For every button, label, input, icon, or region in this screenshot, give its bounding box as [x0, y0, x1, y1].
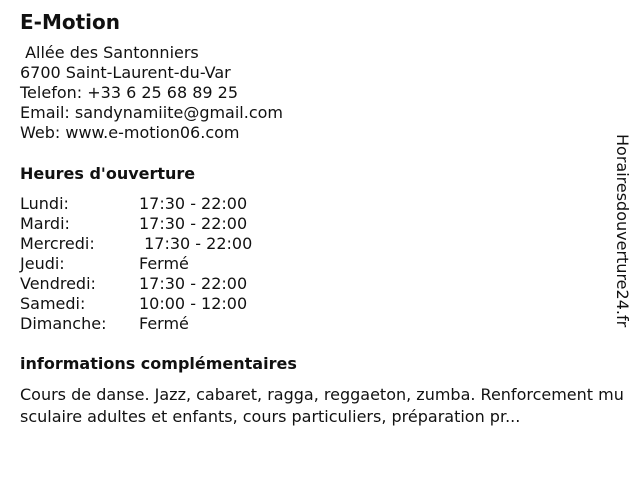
hours-row-friday [20, 274, 252, 294]
hours-row-wednesday [20, 234, 252, 254]
opening-hours-heading: Heures d'ouverture [20, 164, 196, 183]
opening-hours-table [20, 194, 252, 334]
additional-info-text: Cours de danse. Jazz, cabaret, ragga, reggaeton, zumba. Renforcement musculaire adultes et enfants, cours particuliers, préparation pr... [20, 385, 624, 426]
hours-row-thursday [20, 254, 252, 274]
hours-row-saturday [20, 294, 252, 314]
time-value: 17:30 - 22:00 [139, 214, 248, 233]
hours-row-tuesday [20, 214, 252, 234]
time-value: 17:30 - 22:00 [139, 194, 248, 213]
additional-info-heading: informations complémentaires [20, 354, 297, 373]
time-value: Fermé [139, 254, 189, 273]
day-label: Vendredi: [20, 274, 96, 293]
contact-block [20, 43, 283, 143]
day-label: Samedi: [20, 294, 86, 313]
day-label: Lundi: [20, 194, 69, 213]
site-watermark: Horairesdouverture24.fr [613, 134, 632, 328]
day-label: Mardi: [20, 214, 70, 233]
phone-number[interactable]: Telefon: +33 6 25 68 89 25 [20, 83, 239, 102]
hours-row-monday [20, 194, 252, 214]
time-value: 10:00 - 12:00 [139, 294, 248, 313]
website[interactable]: Web: www.e-motion06.com [20, 123, 240, 142]
time-value: 17:30 - 22:00 [139, 234, 253, 253]
time-value: 17:30 - 22:00 [139, 274, 248, 293]
hours-row-sunday [20, 314, 252, 334]
street-address: Allée des Santonniers [20, 43, 199, 62]
city-address: 6700 Saint-Laurent-du-Var [20, 63, 231, 82]
day-label: Dimanche: [20, 314, 107, 333]
day-label: Mercredi: [20, 234, 95, 253]
day-label: Jeudi: [20, 254, 65, 273]
business-name: E-Motion [20, 10, 120, 34]
email-address[interactable]: Email: sandynamiite@gmail.com [20, 103, 284, 122]
time-value: Fermé [139, 314, 189, 333]
